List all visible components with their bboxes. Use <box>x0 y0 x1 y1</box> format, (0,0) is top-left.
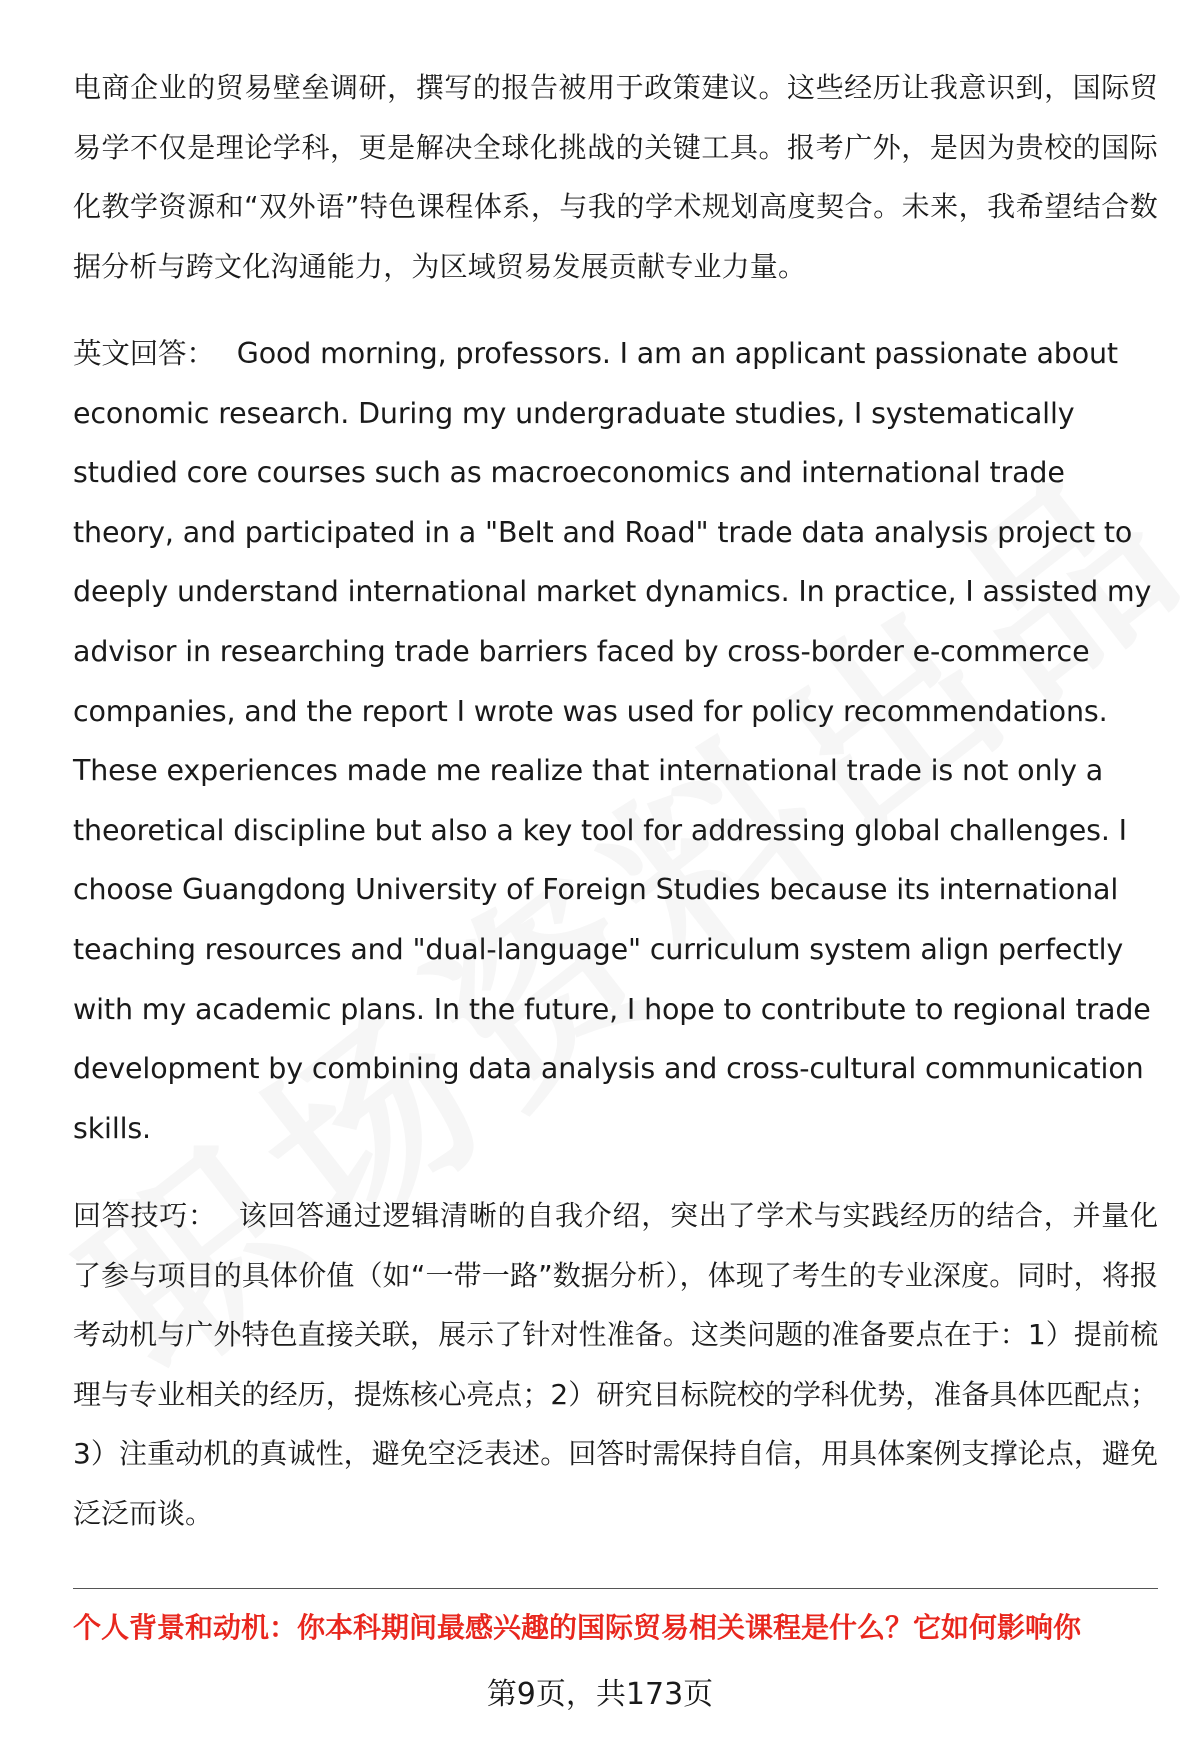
answer-tips-paragraph <box>73 1186 1158 1543</box>
answer-tips-text: 该回答通过逻辑清晰的自我介绍，突出了学术与实践经历的结合，并量化了参与项目的具体价值（如“一带一路”数据分析），体现了考生的专业深度。同时，将报考动机与广外特色直接关联，展示了针对性准备。这类问题的准备要点在于：1）提前梳理与专业相关的经历，提炼核心亮点；2）研究目标院校的学科优势，准备具体匹配点；3）注重动机的真诚性，避免空泛表述。回答时需保持自信，用具体案例支撑论点，避免泛泛而谈。 <box>73 1199 1158 1530</box>
next-question-heading: 个人背景和动机：你本科期间最感兴趣的国际贸易相关课程是什么？它如何影响你 <box>73 1611 1082 1644</box>
english-answer-text: Good morning, professors. I am an applicant passionate about economic research. During my undergraduate studies, I systematically studied core courses such as macroeconomics and international trade theory, and participated in a "Belt and Road" trade data analysis project to deeply understand international market dynamics. In practice, I assisted my advisor in researching trade barriers faced by cross-border e-commerce companies, and the report I wrote was used for policy recommendations. These experiences made me realize that international trade is not only a theoretical discipline but also a key tool for addressing global challenges. I choose Guangdong University of Foreign Studies because its international teaching resources and "dual-language" curriculum system align perfectly with my academic plans. In the future, I hope to contribute to regional trade development by combining data analysis and cross-cultural communication skills. <box>73 337 1152 1145</box>
answer-tips-label: 回答技巧： <box>73 1199 217 1233</box>
english-answer-label: 英文回答： <box>73 337 215 370</box>
english-answer-paragraph <box>73 324 1158 1158</box>
page-number: 第9页，共173页 <box>486 1677 714 1712</box>
section-divider <box>73 1588 1158 1589</box>
intro-continuation-paragraph: 电商企业的贸易壁垒调研，撰写的报告被用于政策建议。这些经历让我意识到，国际贸易学不仅是理论学科，更是解决全球化挑战的关键工具。报考广外，是因为贵校的国际化教学资源和“双外语”特色课程体系，与我的学术规划高度契合。未来，我希望结合数据分析与跨文化沟通能力，为区域贸易发展贡献专业力量。 <box>73 71 1158 283</box>
page-content <box>73 58 1158 1543</box>
